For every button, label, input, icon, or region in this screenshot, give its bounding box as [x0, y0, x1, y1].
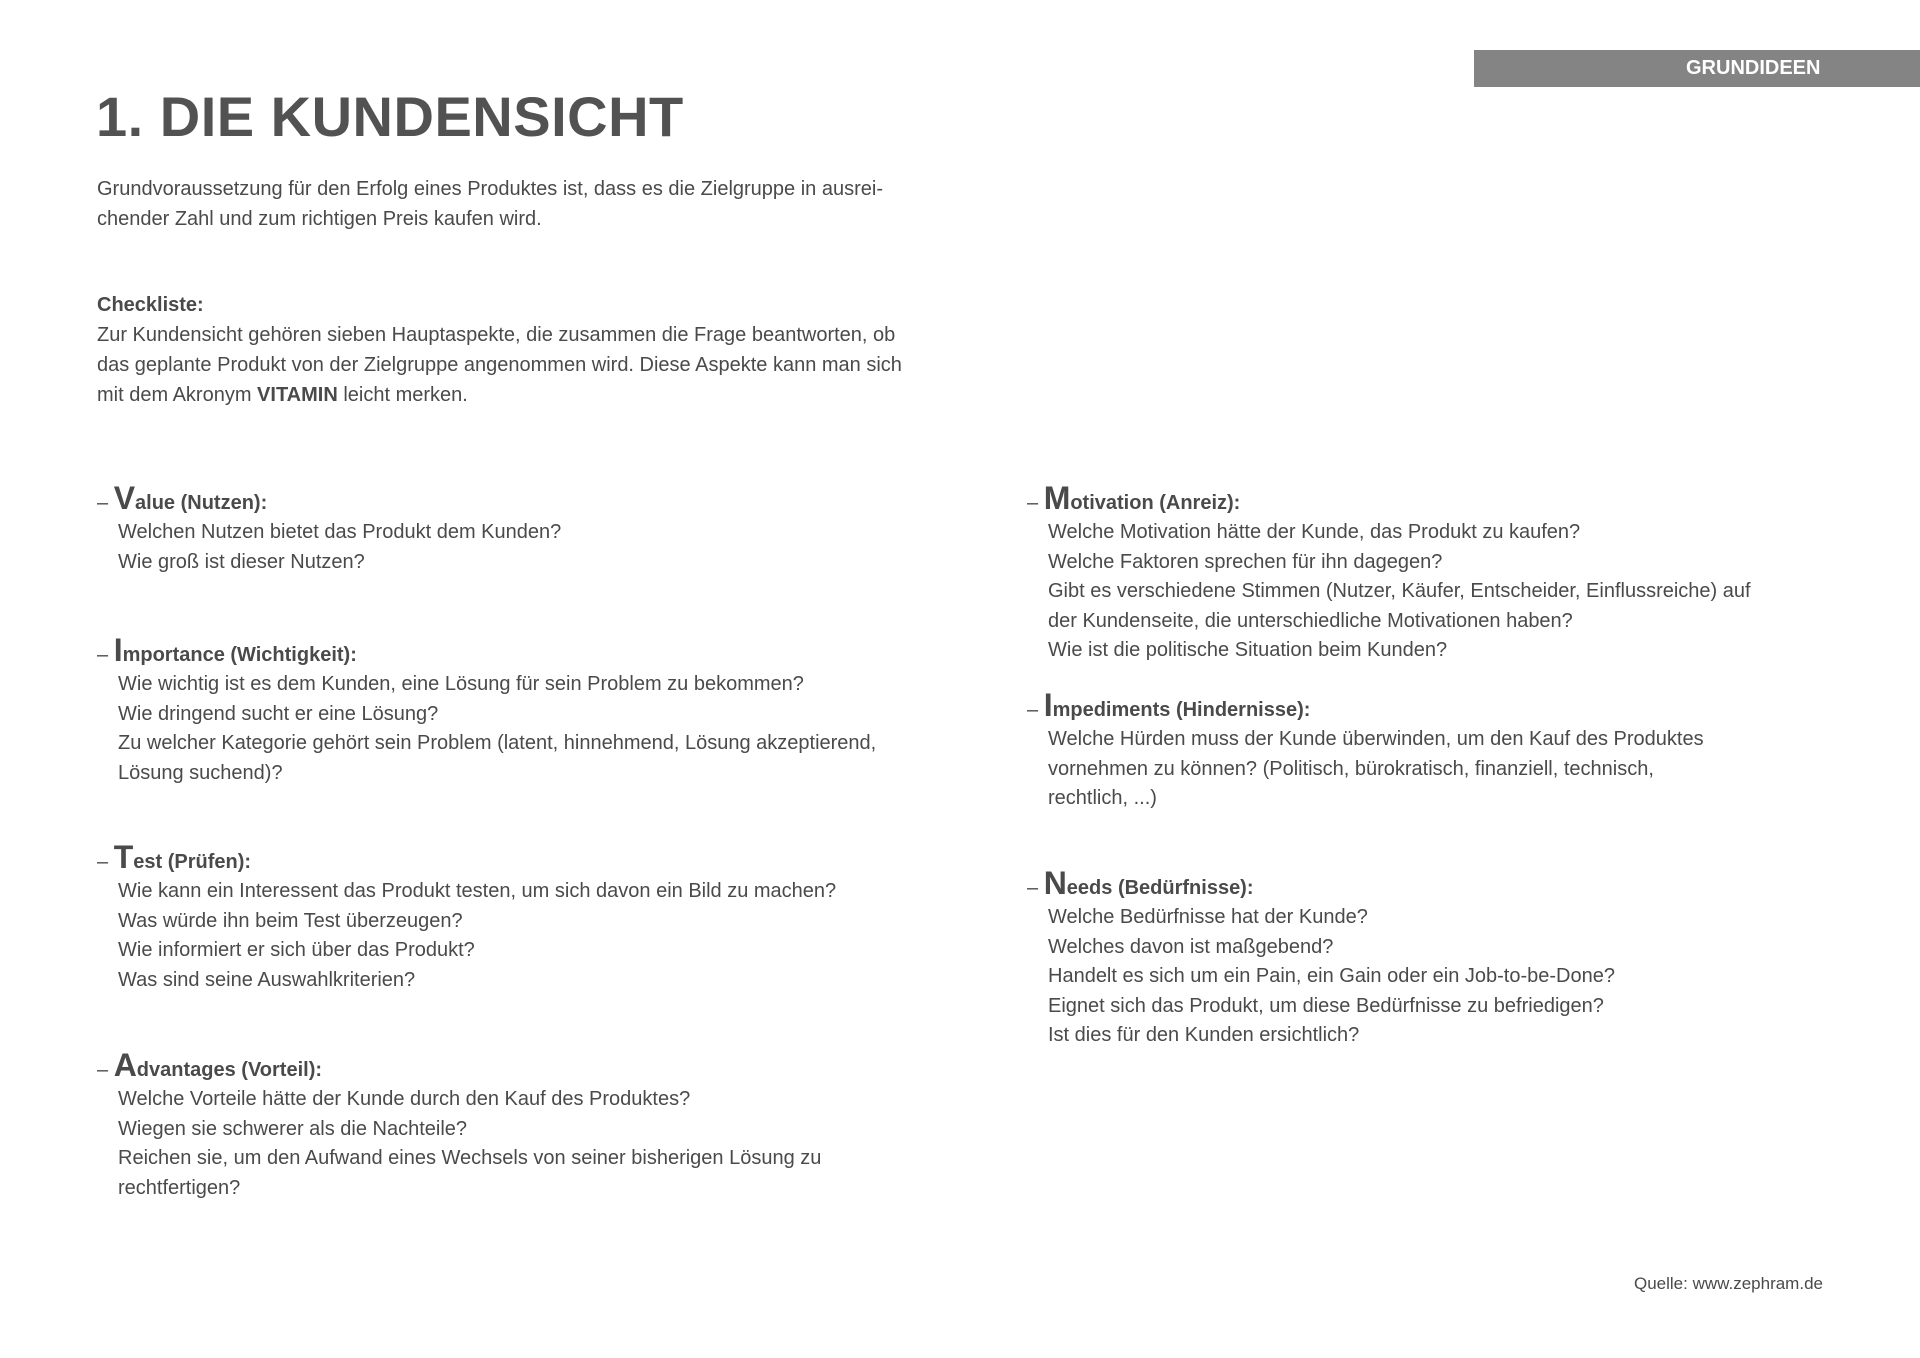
- dash: –: [97, 492, 109, 514]
- aspect-title: dvantages (Vorteil):: [136, 1059, 323, 1081]
- aspect-title: mpediments (Hindernisse):: [1052, 699, 1311, 721]
- dash: –: [97, 851, 109, 873]
- aspect-advantages: [97, 1047, 977, 1203]
- question: Lösung suchend)?: [118, 761, 283, 784]
- question: Welche Bedürfnisse hat der Kunde?: [1048, 906, 1368, 928]
- question: Wiegen sie schwerer als die Nachteile?: [118, 1117, 468, 1140]
- aspect-heading: [97, 632, 977, 670]
- question: Welche Hürden muss der Kunde überwinden, um den Kauf des Produktes: [1048, 728, 1704, 750]
- question: Wie ist die politische Situation beim Kunden?: [1048, 639, 1448, 662]
- aspect-heading: [97, 839, 977, 877]
- question: Zu welcher Kategorie gehört sein Problem (latent, hinnehmend, Lösung akzeptierend,: [118, 732, 877, 755]
- aspect-questions: [1027, 903, 1907, 1051]
- question: Wie informiert er sich über das Produkt?: [118, 939, 475, 962]
- aspect-heading: [1027, 865, 1907, 903]
- aspect-questions: [97, 670, 977, 788]
- aspect-letter: T: [113, 839, 134, 875]
- dash: –: [1027, 492, 1039, 514]
- aspect-letter: I: [1043, 687, 1053, 723]
- question: vornehmen zu können? (Politisch, bürokratisch, finanziell, technisch,: [1048, 757, 1654, 780]
- question: Welchen Nutzen bietet das Produkt dem Kunden?: [118, 521, 562, 543]
- dash: –: [97, 644, 109, 666]
- aspects-left-column: [97, 480, 977, 1203]
- aspect-test: [97, 839, 977, 1055]
- checklist-text: leicht merken.: [337, 384, 468, 406]
- question: Gibt es verschiedene Stimmen (Nutzer, Käufer, Entscheider, Einflussreiche) auf: [1048, 580, 1751, 603]
- intro-line: chender Zahl und zum richtigen Preis kaufen wird.: [97, 208, 542, 230]
- aspect-importance: [97, 632, 977, 847]
- question: rechtfertigen?: [118, 1176, 241, 1199]
- question: Wie wichtig ist es dem Kunden, eine Lösung für sein Problem zu bekommen?: [118, 673, 804, 695]
- aspect-letter: V: [113, 480, 136, 516]
- question: Welche Motivation hätte der Kunde, das Produkt zu kaufen?: [1048, 521, 1581, 543]
- aspect-title: otivation (Anreiz):: [1070, 492, 1241, 514]
- aspect-letter: A: [113, 1047, 137, 1083]
- checklist-line: Zur Kundensicht gehören sieben Hauptaspekte, die zusammen die Frage beantworten, ob: [97, 324, 896, 346]
- aspect-needs: [1027, 865, 1907, 1051]
- aspect-questions: [1027, 518, 1907, 666]
- acronym: VITAMIN: [257, 384, 338, 406]
- intro-paragraph: [97, 174, 977, 234]
- question: Reichen sie, um den Aufwand eines Wechsels von seiner bisherigen Lösung zu: [118, 1147, 822, 1170]
- question: Handelt es sich um ein Pain, ein Gain oder ein Job-to-be-Done?: [1048, 965, 1615, 988]
- checklist-line: das geplante Produkt von der Zielgruppe angenommen wird. Diese Aspekte kann man sich: [97, 354, 902, 376]
- aspect-letter: I: [113, 632, 123, 668]
- question: Was würde ihn beim Test überzeugen?: [118, 909, 463, 932]
- dash: –: [1027, 877, 1039, 899]
- question: Welches davon ist maßgebend?: [1048, 935, 1334, 958]
- aspect-heading: [97, 480, 977, 518]
- aspect-value: [97, 480, 977, 640]
- question: Welche Faktoren sprechen für ihn dagegen?: [1048, 550, 1443, 573]
- question: Wie kann ein Interessent das Produkt testen, um sich davon ein Bild zu machen?: [118, 880, 837, 902]
- aspect-letter: N: [1043, 865, 1067, 901]
- checklist-heading: Checkliste:: [97, 294, 204, 316]
- page-title: 1. DIE KUNDENSICHT: [96, 85, 684, 148]
- dash: –: [1027, 699, 1039, 721]
- question: der Kundenseite, die unterschiedliche Motivationen haben?: [1048, 609, 1573, 632]
- question: Eignet sich das Produkt, um diese Bedürfnisse zu befriedigen?: [1048, 994, 1604, 1017]
- aspect-questions: [97, 877, 977, 995]
- aspect-letter: M: [1043, 480, 1071, 516]
- aspect-title: est (Prüfen):: [133, 851, 252, 873]
- aspect-title: eeds (Bedürfnisse):: [1066, 877, 1254, 899]
- aspects-right-column: [1027, 480, 1907, 1051]
- aspect-motivation: [1027, 480, 1907, 695]
- aspect-impediments: [1027, 687, 1907, 873]
- checklist-section: [97, 290, 997, 410]
- question: Ist dies für den Kunden ersichtlich?: [1048, 1024, 1360, 1047]
- aspect-heading: [1027, 687, 1907, 725]
- checklist-line: [97, 380, 997, 410]
- question: Welche Vorteile hätte der Kunde durch den Kauf des Produktes?: [118, 1088, 691, 1110]
- dash: –: [97, 1059, 109, 1081]
- question: rechtlich, ...): [1048, 787, 1157, 810]
- source-credit: Quelle: www.zephram.de: [1634, 1274, 1823, 1293]
- question: Wie dringend sucht er eine Lösung?: [118, 702, 439, 725]
- aspect-questions: [1027, 725, 1907, 814]
- aspect-questions: [97, 1085, 977, 1203]
- aspect-title: mportance (Wichtigkeit):: [122, 644, 357, 666]
- question: Was sind seine Auswahlkriterien?: [118, 968, 416, 991]
- aspect-questions: [97, 518, 977, 577]
- section-tag-label: GRUNDIDEEN: [1686, 57, 1821, 79]
- aspect-title: alue (Nutzen):: [135, 492, 268, 514]
- checklist-text: mit dem Akronym: [97, 384, 258, 406]
- section-tag: [1474, 50, 1920, 87]
- question: Wie groß ist dieser Nutzen?: [118, 550, 365, 573]
- intro-line: Grundvoraussetzung für den Erfolg eines Produktes ist, dass es die Zielgruppe in ausrei-: [97, 178, 883, 200]
- aspect-heading: [97, 1047, 977, 1085]
- aspect-heading: [1027, 480, 1907, 518]
